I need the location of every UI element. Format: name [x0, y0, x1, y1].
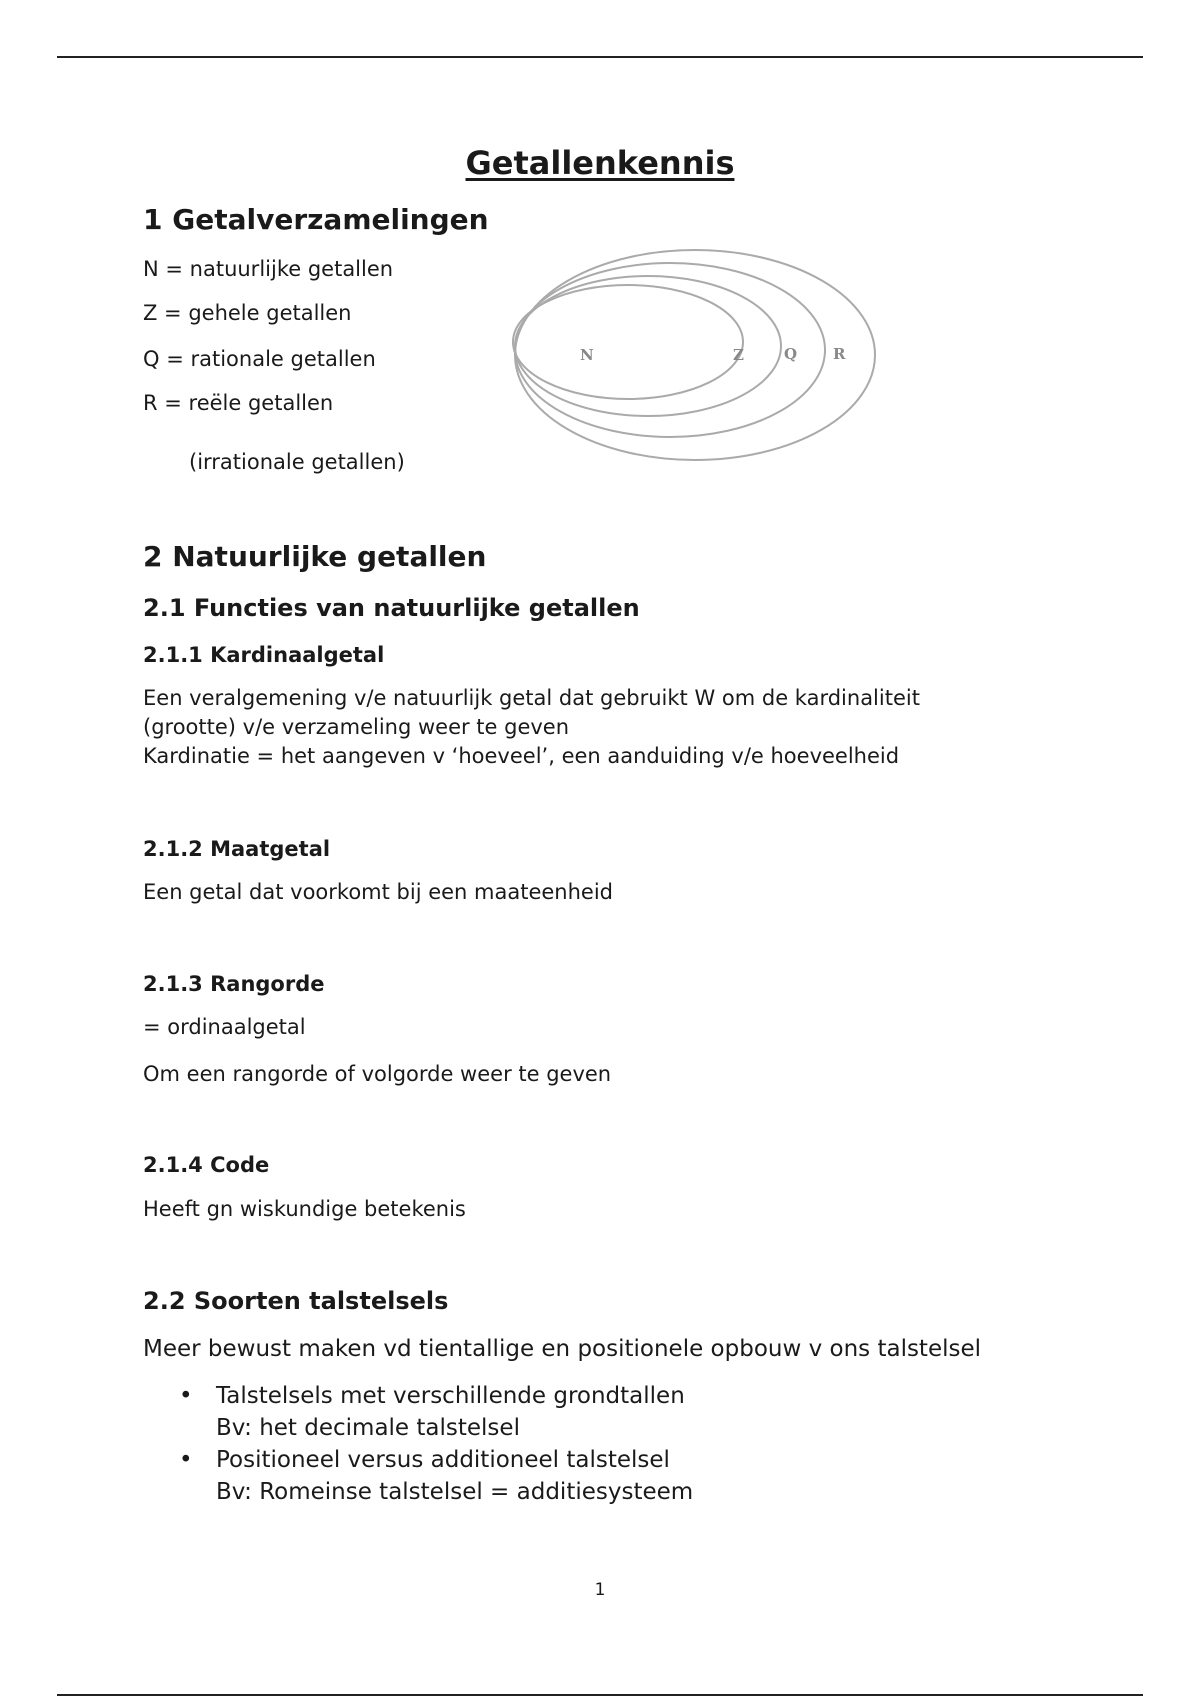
section-1-heading: 1 Getalverzamelingen [143, 203, 489, 236]
top-rule [57, 56, 1143, 58]
irrational-note: (irrationale getallen) [189, 450, 405, 474]
section-2-1-3-heading: 2.1.3 Rangorde [143, 972, 325, 996]
definition-r: R = reële getallen [143, 391, 334, 415]
venn-label-q: Q [784, 345, 798, 363]
bullet-item-1 [143, 1380, 693, 1444]
rangorde-line-2: Om een rangorde of volgorde weer te geven [143, 1062, 612, 1086]
kardinaal-line-2: (grootte) v/e verzameling weer te geven [143, 715, 570, 739]
page-number: 1 [594, 1580, 606, 1600]
section-2-1-2-heading: 2.1.2 Maatgetal [143, 837, 331, 861]
definition-z: Z = gehele getallen [143, 301, 352, 325]
section-2-1-heading: 2.1 Functies van natuurlijke getallen [143, 594, 640, 622]
bullet-1-line-2: Bv: het decimale talstelsel [216, 1415, 520, 1441]
bullet-2-line-1: Positioneel versus additioneel talstelsel [216, 1447, 670, 1473]
set-n-ellipse [513, 285, 743, 399]
talstelsels-intro: Meer bewust maken vd tientallige en positionele opbouw v ons talstelsel [143, 1336, 982, 1362]
set-r-ellipse [515, 250, 875, 460]
bullet-dot-2: • [179, 1447, 193, 1473]
bullet-2-line-2: Bv: Romeinse talstelsel = additiesysteem [216, 1479, 694, 1505]
talstelsels-bullet-list [143, 1380, 693, 1508]
maatgetal-text: Een getal dat voorkomt bij een maateenheid [143, 880, 613, 904]
number-sets-venn-diagram [500, 240, 890, 470]
bullet-dot-1: • [179, 1383, 193, 1409]
code-text: Heeft gn wiskundige betekenis [143, 1197, 466, 1221]
definition-q: Q = rationale getallen [143, 347, 376, 371]
bullet-1-line-1: Talstelsels met verschillende grondtallen [216, 1383, 685, 1409]
venn-label-z: Z [733, 346, 744, 364]
document-title: Getallenkennis [465, 144, 735, 182]
kardinaal-line-1: Een veralgemening v/e natuurlijk getal dat gebruikt W om de kardinaliteit [143, 686, 920, 710]
kardinaal-line-3: Kardinatie = het aangeven v ‘hoeveel’, een aanduiding v/e hoeveelheid [143, 744, 900, 768]
section-2-2-heading: 2.2 Soorten talstelsels [143, 1287, 449, 1315]
bullet-item-2 [143, 1444, 693, 1508]
definition-n: N = natuurlijke getallen [143, 257, 394, 281]
bottom-rule [57, 1694, 1143, 1696]
section-2-1-1-heading: 2.1.1 Kardinaalgetal [143, 643, 385, 667]
rangorde-line-1: = ordinaalgetal [143, 1015, 306, 1039]
section-2-heading: 2 Natuurlijke getallen [143, 540, 487, 573]
venn-label-r: R [833, 345, 846, 363]
kardinaal-text [143, 684, 920, 771]
section-2-1-4-heading: 2.1.4 Code [143, 1153, 270, 1177]
venn-label-n: N [580, 346, 594, 364]
